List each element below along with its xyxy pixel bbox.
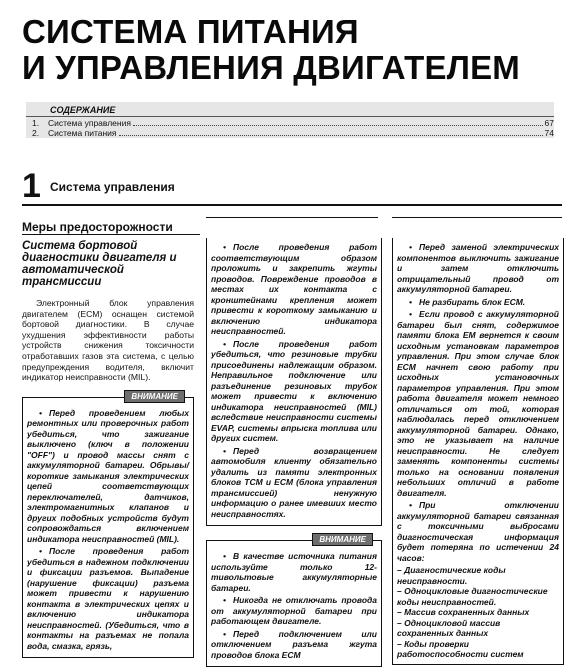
warning-item: • Не разбирать блок ECM. [409,296,526,307]
toc-item-label: Система управления [48,118,131,128]
warning-item: • Перед возвращением автомобиля клиенту обязательно удалить из памяти электронных блоков TCM и ECM (блока управления трансмиссией) ненужную информацию о ранее имевших место неисправностях. [211,445,377,519]
bullet-icon: • [223,595,226,605]
warning-item: • После проведения работ убедиться, что резиновые трубки присоединены надлежащим образом. Неправильное подключение или разъединение резиновых трубок может привести к включению индикатора неисправностей (MIL) вследствие неисправности системы EVAP, системы впрыска топлива или других систем. [211,338,377,443]
warning-box-continued [206,238,382,526]
dash-item: – Коды проверки работоспособности систем [397,638,524,659]
toc-item-2[interactable] [32,128,554,138]
warning-box [206,535,382,667]
column-heading: Система бортовой диагностики двигателя и автоматической трансмиссии [22,240,177,288]
dash-item: – Массив сохраненных данных [397,607,530,617]
dash-item: – Одноцикловые диагностические коды неисправностей. [397,586,548,607]
toc-divider [26,116,554,117]
warning-item: • Перед заменой электрических компонентов выключить зажигание и затем отключить отрицательный провод от аккумуляторной батареи. [397,242,559,294]
column-2 [206,238,382,667]
subsection-header [22,218,200,235]
toc-item-1[interactable] [32,118,554,128]
column-3 [392,238,564,665]
column-divider [392,217,562,218]
warning-item: • При отключении аккумуляторной батареи связанная с токсичными выбросами диагностическая информация будет потеряна по истечении 24 часов: [397,500,559,563]
toc-leader-dots [133,125,543,126]
title-line-1: СИСТЕМА ПИТАНИЯ [22,13,359,50]
toc-leader-dots [119,135,543,136]
toc-heading: СОДЕРЖАНИЕ [50,105,116,115]
warning-badge: ВНИМАНИЕ [312,533,373,546]
bullet-icon: • [223,628,226,639]
table-of-contents [26,102,554,138]
column-divider [206,217,378,218]
warning-item: • Никогда не отключать провода от аккумуляторной батареи при работающем двигателе. [211,595,377,626]
toc-item-page: 67 [544,118,554,128]
section-header [22,167,562,206]
warning-badge: ВНИМАНИЕ [124,390,185,403]
toc-item-page: 74 [544,128,554,138]
toc-item-label: Система питания [48,128,117,138]
bullet-icon: • [409,309,412,319]
section-number: 1 [22,167,41,205]
title-line-2: И УПРАВЛЕНИЯ ДВИГАТЕЛЕМ [22,49,520,86]
warning-item: • Перед проведением любых ремонтных или проверочных работ убедиться, что зажигание выключено (ключ в положении "OFF") и провод массы снят с аккумуляторной батареи. Обрывы/короткие замыкания электрических цепей соответствующих переключателей, датчиков, электромагнитных клапанов и других подобных устройств будут сопровождаться включением индикатора неисправностей (MIL). [27,407,189,544]
warning-item: • После проведения работ соответствующим образом проложить и закрепить жгуты проводов. Повреждение проводов в местах их контакта с кронштейнами крепления может привести к короткому замыканию и включению индикатора неисправностей. [211,242,377,336]
toc-item-number: 1. [32,118,40,128]
bullet-icon: • [409,500,412,510]
warning-box-continued [392,238,564,665]
toc-item-number: 2. [32,128,40,138]
column-1 [22,240,194,658]
subsection-title: Меры предосторожности [22,220,173,234]
dash-item: – Одноцикловой массив сохраненных данных [397,617,501,638]
bullet-icon: • [409,242,412,252]
page-title [22,14,562,86]
warning-item: • Перед подключением или отключением разъема жгута проводов блока ECM [211,628,377,660]
warning-item: • После проведения работ убедиться в надежном подключении и фиксации разъемов. Выпадение (нарушение фиксации) разъема может привести к нарушению контакта в электрических цепях и включению индикатора неисправностей. (Убедиться, что в контакты на разъемах не попала вода, смазка, грязь, [27,546,189,651]
bullet-icon: • [223,338,226,349]
bullet-icon: • [223,551,226,561]
bullet-icon: • [223,445,226,456]
warning-item: • В качестве источника питания используйте только 12-тивольтовые аккумуляторные батареи. [211,551,377,593]
section-title: Система управления [50,180,175,194]
bullet-icon: • [409,296,412,307]
dash-item: – Диагностические коды неисправности. [397,565,506,586]
bullet-icon: • [39,546,42,557]
bullet-icon: • [223,242,226,252]
intro-paragraph: Электронный блок управления двигателем (ECM) оснащен системой бортовой диагностики. В случае ухудшения эффективности работы устройств снижения токсичности отработавших газов эта система, с целью предупреждения водителя, включит индикатор неисправности (MIL). [22,298,194,383]
warning-item: • Если провод с аккумуляторной батареи был снят, содержимое памяти блока ЕМ вернется к своим исходным установкам параметров управления. При этом случае блок ECM начнет свою работу при исходных установочных параметров управления. При этом работа двигателя может немного отличаться от той, которая наблюдалась перед отключением аккумуляторной батареи. Однако, это не указывает на наличие неисправности. Не следует заменять компоненты системы только на основании появления небольших отличий в работе двигателя. [397,309,559,498]
bullet-icon: • [39,407,42,418]
warning-box [22,391,194,659]
